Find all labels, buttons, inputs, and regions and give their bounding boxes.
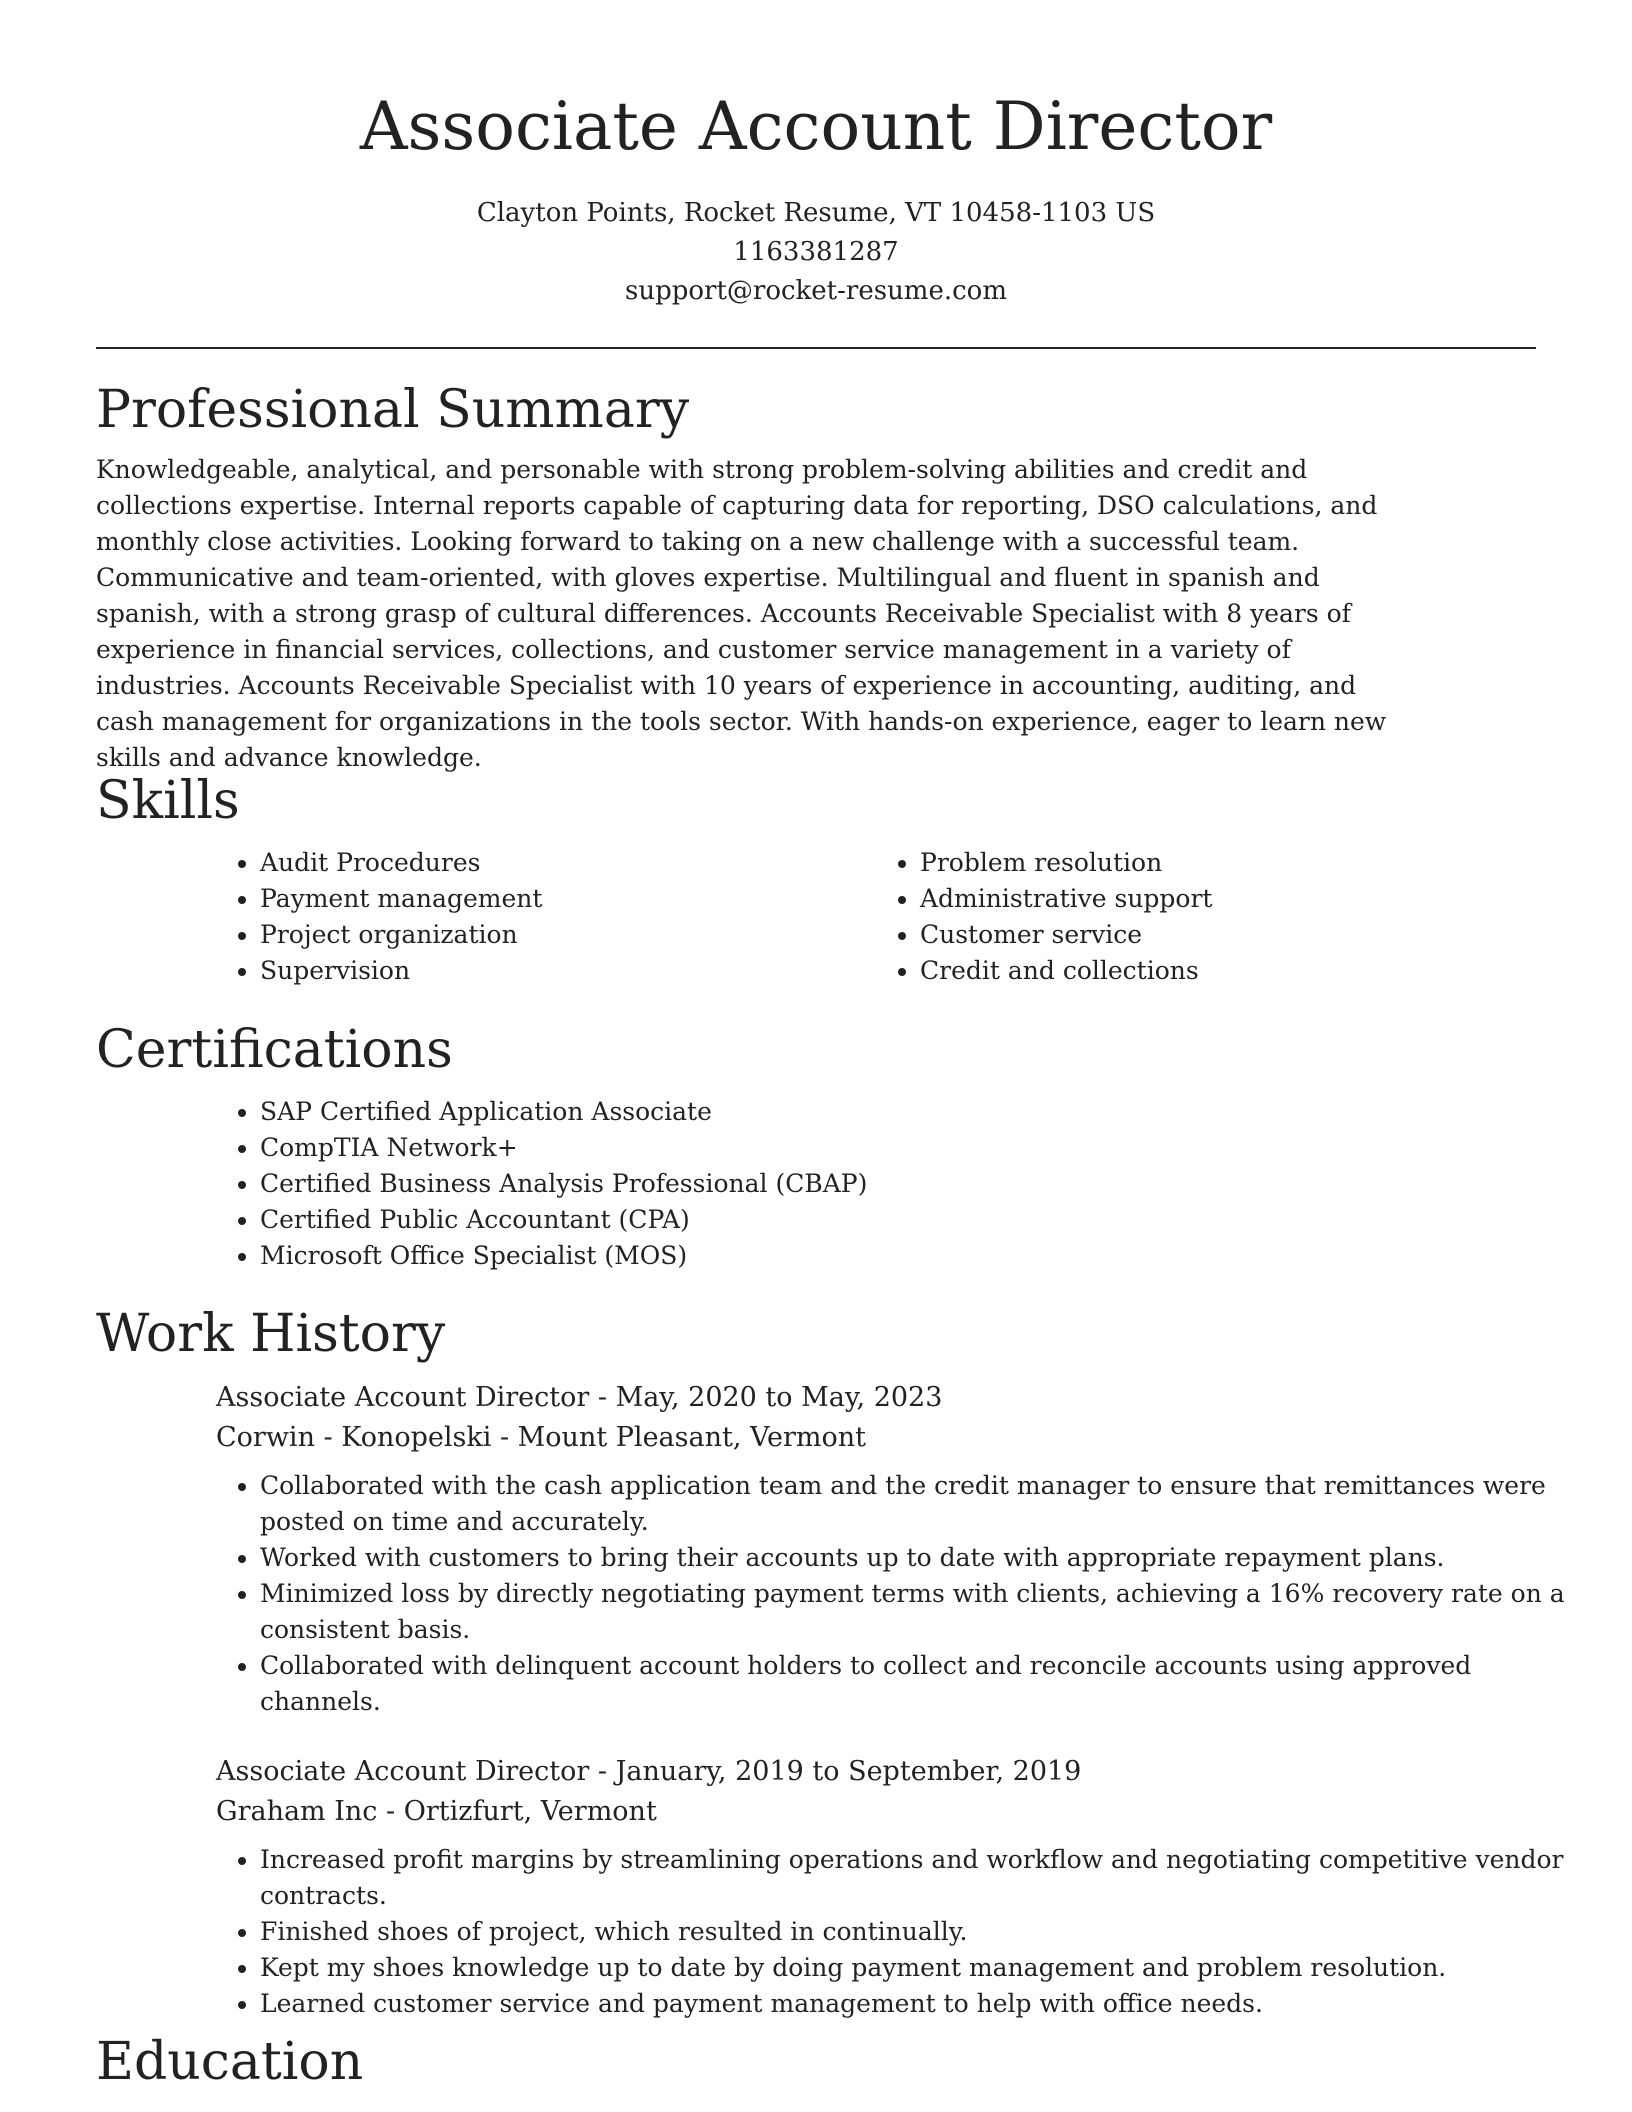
candidate-name: Associate Account Director (359, 88, 1273, 165)
skill-item: • Administrative support (920, 881, 1536, 917)
job-role: Associate Account Director (216, 1756, 590, 1787)
job-title-line (216, 1752, 1536, 1792)
skill-item: • Supervision (260, 953, 876, 989)
job-dates: January, 2019 to September, 2019 (615, 1756, 1082, 1787)
job-role: Associate Account Director (216, 1382, 590, 1413)
job-entry (216, 1752, 1564, 2022)
certification-item: • Certified Business Analysis Professional (CBAP) (260, 1166, 1536, 1202)
job-separator: - (499, 1422, 518, 1453)
summary-heading: Professional Summary (96, 380, 690, 440)
certification-item: • SAP Certified Application Associate (260, 1094, 1536, 1130)
job-bullets (216, 1842, 1580, 2022)
contact-block (96, 194, 1536, 311)
job-location: Mount Pleasant, Vermont (517, 1422, 867, 1453)
resume-header (96, 0, 1536, 311)
skills-grid (216, 845, 1536, 989)
skills-heading: Skills (96, 771, 240, 831)
skills-list-left (216, 845, 876, 989)
job-title-line (216, 1378, 1536, 1418)
certification-item: • Microsoft Office Specialist (MOS) (260, 1238, 1536, 1274)
job-dates: May, 2020 to May, 2023 (615, 1382, 943, 1413)
skill-item: • Credit and collections (920, 953, 1536, 989)
certification-item: • CompTIA Network+ (260, 1130, 1536, 1166)
job-company: Corwin - Konopelski (216, 1422, 492, 1453)
phone: 1163381287 (733, 237, 899, 267)
job-entry (216, 1378, 1565, 1720)
skill-item: • Problem resolution (920, 845, 1536, 881)
certifications-section (96, 1018, 1536, 1274)
job-company-line (216, 1418, 1536, 1458)
job-bullet: • Finished shoes of project, which resulted in continually. (260, 1914, 1580, 1950)
header-divider (96, 347, 1536, 349)
education-section (96, 2030, 1536, 2094)
address: Clayton Points, Rocket Resume, VT 10458-1103 US (476, 198, 1156, 228)
skills-section (96, 769, 1536, 989)
job-separator: - (597, 1756, 616, 1787)
work-history-heading: Work History (96, 1304, 446, 1364)
education-heading: Education (96, 2032, 364, 2092)
job-company: Graham Inc (216, 1796, 378, 1827)
job-bullets (216, 1468, 1580, 1720)
skill-item: • Project organization (260, 917, 876, 953)
job-bullet: • Collaborated with delinquent account holders to collect and reconcile accounts using approved channels. (260, 1648, 1580, 1720)
job-separator: - (597, 1382, 616, 1413)
job-location: Ortizfurt, Vermont (403, 1796, 657, 1827)
skill-item: • Payment management (260, 881, 876, 917)
job-bullet: • Collaborated with the cash application team and the credit manager to ensure that remittances were posted on time and accurately. (260, 1468, 1580, 1540)
job-company-line (216, 1792, 1536, 1832)
job-bullet: • Worked with customers to bring their accounts up to date with appropriate repayment plans. (260, 1540, 1580, 1576)
summary-section (96, 378, 1536, 776)
certifications-heading: Certifications (96, 1020, 453, 1080)
summary-text: Knowledgeable, analytical, and personable with strong problem-solving abilities and credit and collections expertise. Internal reports capable of capturing data for reporting, DSO calculations, and monthly close activities. Looking forward to taking on a new challenge with a successful team. Communicative and team-oriented, with gloves expertise. Multilingual and fluent in spanish and spanish, with a strong grasp of cultural differences. Accounts Receivable Specialist with 8 years of experience in financial services, collections, and customer service management in a variety of industries. Accounts Receivable Specialist with 10 years of experience in accounting, auditing, and cash management for organizations in the tools sector. With hands-on experience, eager to learn new skills and advance knowledge. (96, 455, 1387, 772)
certification-item: • Certified Public Accountant (CPA) (260, 1202, 1536, 1238)
certifications-list (216, 1094, 1536, 1274)
skill-item: • Customer service (920, 917, 1536, 953)
skill-item: • Audit Procedures (260, 845, 876, 881)
job-bullet: • Increased profit margins by streamlining operations and workflow and negotiating competitive vendor contracts. (260, 1842, 1580, 1914)
job-bullet: • Learned customer service and payment management to help with office needs. (260, 1986, 1580, 2022)
job-bullet: • Minimized loss by directly negotiating payment terms with clients, achieving a 16% recovery rate on a consistent basis. (260, 1576, 1580, 1648)
job-bullet: • Kept my shoes knowledge up to date by doing payment management and problem resolution. (260, 1950, 1580, 1986)
job-separator: - (386, 1796, 404, 1827)
email: support@rocket-resume.com (624, 276, 1007, 306)
resume-page (96, 0, 1565, 2092)
skills-list-right (876, 845, 1536, 989)
work-history-section (96, 1302, 1565, 2022)
